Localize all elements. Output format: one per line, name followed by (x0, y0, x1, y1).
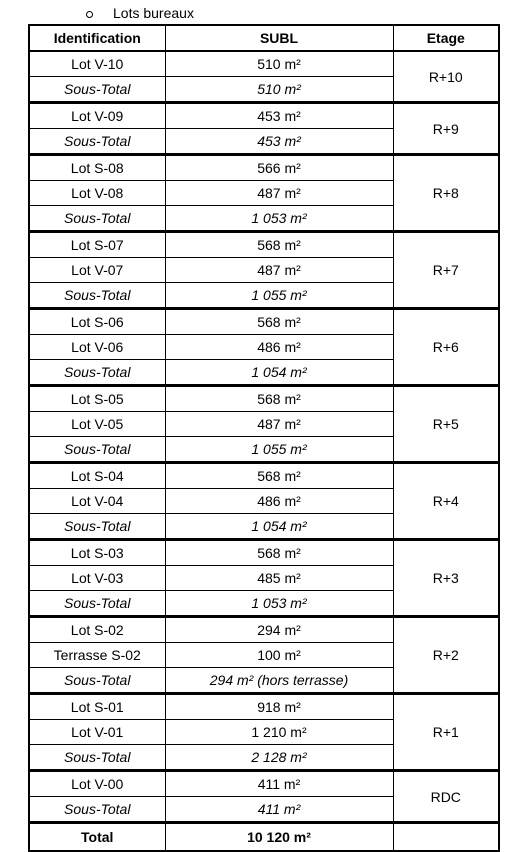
subtotal-label: Sous-Total (29, 514, 165, 540)
lot-subl: 411 m² (165, 771, 393, 797)
table-row (29, 103, 499, 129)
lot-subl: 487 m² (165, 258, 393, 283)
lot-identification: Lot V-03 (29, 566, 165, 591)
subtotal-label: Sous-Total (29, 745, 165, 771)
lot-identification: Lot S-03 (29, 540, 165, 566)
lot-identification: Terrasse S-02 (29, 643, 165, 668)
lot-subl: 568 m² (165, 309, 393, 335)
subtotal-subl: 1 054 m² (165, 514, 393, 540)
lot-subl: 485 m² (165, 566, 393, 591)
table-row (29, 463, 499, 489)
table-row (29, 51, 499, 77)
floor-label: R+8 (393, 155, 499, 232)
table-row (29, 617, 499, 643)
lot-subl: 568 m² (165, 463, 393, 489)
table-row (29, 155, 499, 181)
section-heading (86, 3, 194, 23)
lot-identification: Lot V-10 (29, 51, 165, 77)
subtotal-subl: 1 053 m² (165, 206, 393, 232)
table-row (29, 386, 499, 412)
lot-subl: 510 m² (165, 51, 393, 77)
table-row (29, 694, 499, 720)
lot-identification: Lot S-05 (29, 386, 165, 412)
lot-subl: 568 m² (165, 232, 393, 258)
column-header-identification: Identification (29, 25, 165, 51)
table-row (29, 309, 499, 335)
total-row (29, 823, 499, 852)
subtotal-subl: 1 054 m² (165, 360, 393, 386)
subtotal-label: Sous-Total (29, 591, 165, 617)
lot-identification: Lot S-06 (29, 309, 165, 335)
floor-label: R+7 (393, 232, 499, 309)
total-label: Total (29, 823, 165, 852)
lot-subl: 918 m² (165, 694, 393, 720)
lot-subl: 568 m² (165, 386, 393, 412)
lot-subl: 566 m² (165, 155, 393, 181)
lot-identification: Lot V-04 (29, 489, 165, 514)
subtotal-label: Sous-Total (29, 206, 165, 232)
section-heading-text: Lots bureaux (113, 5, 194, 21)
lot-subl: 100 m² (165, 643, 393, 668)
lot-subl: 568 m² (165, 540, 393, 566)
total-etage-empty (393, 823, 499, 852)
column-header-etage: Etage (393, 25, 499, 51)
subtotal-subl: 510 m² (165, 77, 393, 103)
lot-identification: Lot S-04 (29, 463, 165, 489)
subtotal-subl: 453 m² (165, 129, 393, 155)
lot-identification: Lot V-05 (29, 412, 165, 437)
subtotal-label: Sous-Total (29, 668, 165, 694)
subtotal-subl: 1 055 m² (165, 437, 393, 463)
table-row (29, 771, 499, 797)
subtotal-subl: 1 055 m² (165, 283, 393, 309)
subtotal-subl: 2 128 m² (165, 745, 393, 771)
lot-subl: 486 m² (165, 489, 393, 514)
column-header-subl: SUBL (165, 25, 393, 51)
subtotal-label: Sous-Total (29, 797, 165, 823)
circle-bullet-icon (86, 11, 93, 18)
table-body (29, 51, 499, 851)
lot-subl: 487 m² (165, 181, 393, 206)
subtotal-subl: 294 m² (hors terrasse) (165, 668, 393, 694)
floor-label: R+4 (393, 463, 499, 540)
lot-subl: 453 m² (165, 103, 393, 129)
lot-subl: 1 210 m² (165, 720, 393, 745)
subtotal-subl: 1 053 m² (165, 591, 393, 617)
lot-identification: Lot S-08 (29, 155, 165, 181)
table-row (29, 232, 499, 258)
table-header-row (29, 25, 499, 51)
lot-identification: Lot V-09 (29, 103, 165, 129)
lot-identification: Lot V-07 (29, 258, 165, 283)
lot-subl: 486 m² (165, 335, 393, 360)
floor-label: R+2 (393, 617, 499, 694)
floor-label: R+1 (393, 694, 499, 771)
lot-identification: Lot S-02 (29, 617, 165, 643)
lot-subl: 294 m² (165, 617, 393, 643)
lot-identification: Lot V-08 (29, 181, 165, 206)
lots-table (28, 24, 500, 852)
lot-identification: Lot V-06 (29, 335, 165, 360)
floor-label: R+3 (393, 540, 499, 617)
lot-identification: Lot S-07 (29, 232, 165, 258)
subtotal-label: Sous-Total (29, 360, 165, 386)
floor-label: R+10 (393, 51, 499, 103)
subtotal-label: Sous-Total (29, 129, 165, 155)
floor-label: RDC (393, 771, 499, 823)
lot-subl: 487 m² (165, 412, 393, 437)
floor-label: R+9 (393, 103, 499, 155)
subtotal-label: Sous-Total (29, 77, 165, 103)
subtotal-subl: 411 m² (165, 797, 393, 823)
floor-label: R+6 (393, 309, 499, 386)
lot-identification: Lot V-00 (29, 771, 165, 797)
subtotal-label: Sous-Total (29, 437, 165, 463)
lot-identification: Lot S-01 (29, 694, 165, 720)
subtotal-label: Sous-Total (29, 283, 165, 309)
floor-label: R+5 (393, 386, 499, 463)
total-subl: 10 120 m² (165, 823, 393, 852)
table-row (29, 540, 499, 566)
lot-identification: Lot V-01 (29, 720, 165, 745)
